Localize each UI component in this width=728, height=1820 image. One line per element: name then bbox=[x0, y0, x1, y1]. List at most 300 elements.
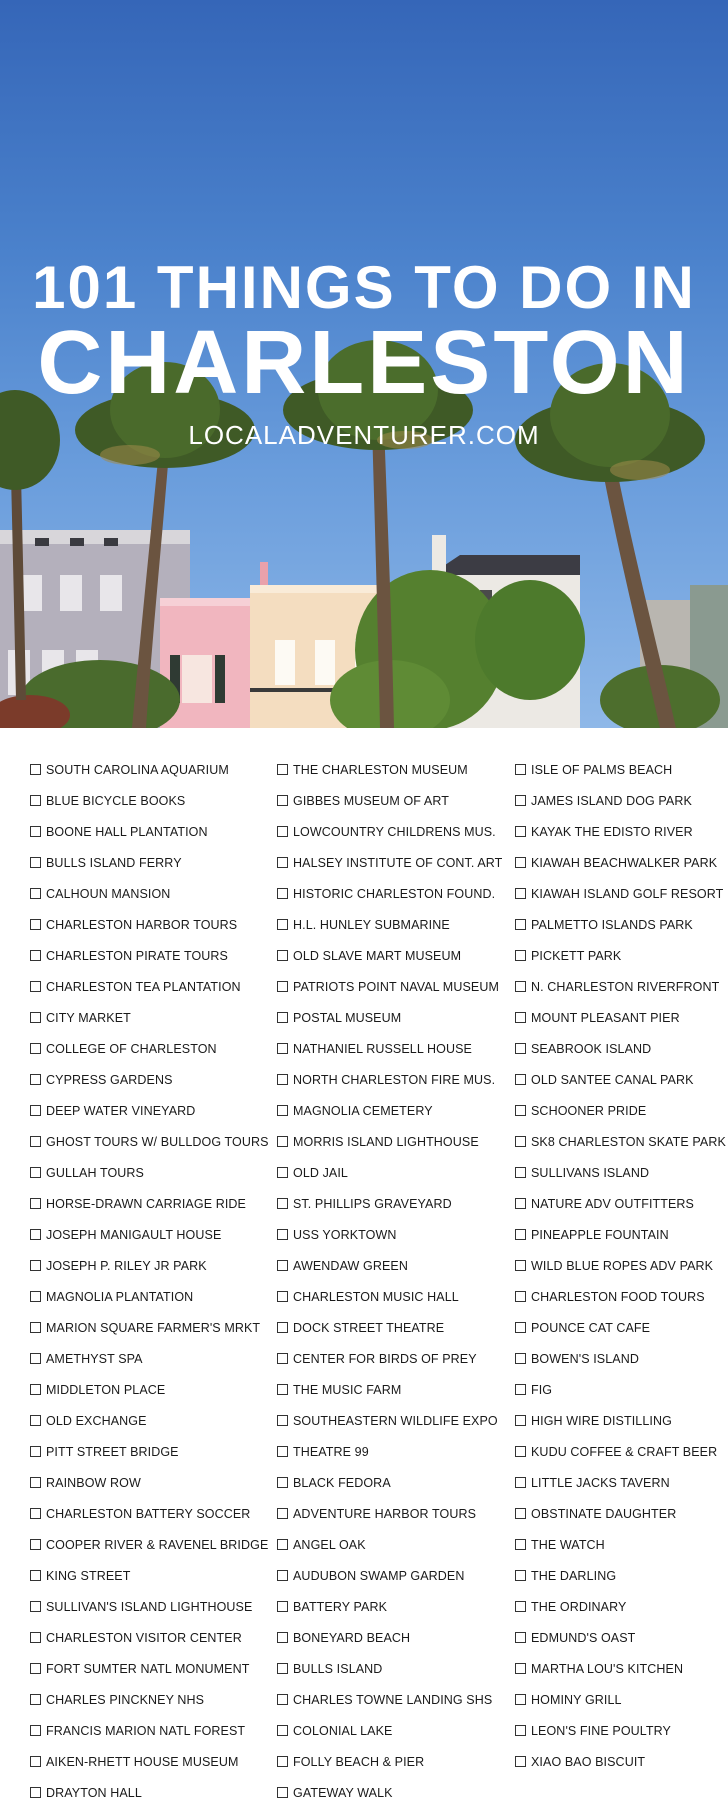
checklist-item-label: HISTORIC CHARLESTON FOUND. bbox=[293, 886, 496, 901]
checklist-item-label: LOWCOUNTRY CHILDRENS MUS. bbox=[293, 824, 496, 839]
checklist-item-label: PICKETT PARK bbox=[531, 948, 622, 963]
checkbox[interactable] bbox=[277, 1353, 288, 1364]
checkbox[interactable] bbox=[277, 1322, 288, 1333]
checklist-item[interactable] bbox=[277, 1126, 502, 1157]
checklist-item-label: SK8 CHARLESTON SKATE PARK bbox=[531, 1134, 726, 1149]
checkbox[interactable] bbox=[30, 1756, 41, 1767]
checkbox[interactable] bbox=[30, 1446, 41, 1457]
checkbox[interactable] bbox=[277, 1043, 288, 1054]
checkbox[interactable] bbox=[515, 1322, 526, 1333]
checklist-item-label: AWENDAW GREEN bbox=[293, 1258, 408, 1273]
checklist-item-label: SCHOONER PRIDE bbox=[531, 1103, 647, 1118]
hero-title-line-1: 101 THINGS TO DO IN bbox=[32, 254, 696, 321]
checklist-item-label: HOMINY GRILL bbox=[531, 1692, 622, 1707]
checklist-item[interactable] bbox=[277, 1653, 502, 1684]
checklist-item-label: BLACK FEDORA bbox=[293, 1475, 391, 1490]
checkbox[interactable] bbox=[277, 1229, 288, 1240]
checkbox[interactable] bbox=[30, 950, 41, 961]
checklist-item[interactable] bbox=[30, 1002, 269, 1033]
checkbox[interactable] bbox=[277, 1725, 288, 1736]
checklist-item-label: CITY MARKET bbox=[46, 1010, 131, 1025]
checklist-item[interactable] bbox=[277, 1560, 502, 1591]
checklist-item-label: N. CHARLESTON RIVERFRONT bbox=[531, 979, 720, 994]
checklist-item[interactable] bbox=[515, 971, 726, 1002]
checklist-item-label: CHARLESTON TEA PLANTATION bbox=[46, 979, 241, 994]
checklist-item-label: OLD SLAVE MART MUSEUM bbox=[293, 948, 462, 963]
checkbox[interactable] bbox=[515, 1632, 526, 1643]
checklist-item[interactable] bbox=[277, 971, 502, 1002]
checklist-item-label: THE WATCH bbox=[531, 1537, 605, 1552]
checklist-item[interactable] bbox=[515, 1746, 726, 1777]
checklist-item[interactable] bbox=[30, 1498, 269, 1529]
checklist-item-label: SULLIVANS ISLAND bbox=[531, 1165, 650, 1180]
checkbox[interactable] bbox=[30, 1260, 41, 1271]
checklist-item-label: THE DARLING bbox=[531, 1568, 617, 1583]
checklist-item-label: PINEAPPLE FOUNTAIN bbox=[531, 1227, 669, 1242]
checkbox[interactable] bbox=[515, 1508, 526, 1519]
checklist-item[interactable] bbox=[277, 1095, 502, 1126]
checklist-item-label: BULLS ISLAND bbox=[293, 1661, 383, 1676]
checklist-item[interactable] bbox=[277, 1467, 502, 1498]
checkbox[interactable] bbox=[277, 1384, 288, 1395]
checklist-item-label: BOWEN'S ISLAND bbox=[531, 1351, 639, 1366]
checklist-item[interactable] bbox=[515, 1188, 726, 1219]
checkbox[interactable] bbox=[515, 1353, 526, 1364]
checklist-item-label: SEABROOK ISLAND bbox=[531, 1041, 652, 1056]
checklist-item[interactable] bbox=[30, 1126, 269, 1157]
checkbox[interactable] bbox=[515, 1012, 526, 1023]
checklist-item-label: SULLIVAN'S ISLAND LIGHTHOUSE bbox=[46, 1599, 253, 1614]
checklist-item-label: AIKEN-RHETT HOUSE MUSEUM bbox=[46, 1754, 239, 1769]
checklist-item[interactable] bbox=[515, 847, 726, 878]
checklist-item[interactable] bbox=[277, 1002, 502, 1033]
checklist-column-1 bbox=[30, 754, 269, 1808]
checklist-item[interactable] bbox=[515, 1529, 726, 1560]
checklist-item[interactable] bbox=[277, 940, 502, 971]
checkbox[interactable] bbox=[515, 1291, 526, 1302]
checklist-item-label: EDMUND'S OAST bbox=[531, 1630, 636, 1645]
checkbox[interactable] bbox=[515, 1198, 526, 1209]
checklist-item[interactable] bbox=[277, 1405, 502, 1436]
checklist-item[interactable] bbox=[30, 1467, 269, 1498]
checklist-item[interactable] bbox=[30, 1405, 269, 1436]
checklist-item-label: BOONE HALL PLANTATION bbox=[46, 824, 208, 839]
checkbox[interactable] bbox=[515, 1570, 526, 1581]
checklist-item[interactable] bbox=[277, 816, 502, 847]
checklist-item[interactable] bbox=[277, 1591, 502, 1622]
checklist-item-label: CYPRESS GARDENS bbox=[46, 1072, 173, 1087]
checkbox[interactable] bbox=[30, 1508, 41, 1519]
checklist-item[interactable] bbox=[515, 1405, 726, 1436]
checklist-item[interactable] bbox=[277, 1529, 502, 1560]
checklist-item[interactable] bbox=[515, 1033, 726, 1064]
checkbox[interactable] bbox=[515, 1446, 526, 1457]
checklist-item[interactable] bbox=[515, 1653, 726, 1684]
checkbox[interactable] bbox=[30, 1105, 41, 1116]
checklist-item-label: USS YORKTOWN bbox=[293, 1227, 397, 1242]
checkbox[interactable] bbox=[277, 888, 288, 899]
checkbox[interactable] bbox=[277, 1539, 288, 1550]
checklist-item[interactable] bbox=[277, 847, 502, 878]
checkbox[interactable] bbox=[30, 888, 41, 899]
checklist-item[interactable] bbox=[277, 785, 502, 816]
checklist-item[interactable] bbox=[515, 816, 726, 847]
checklist-item-label: CHARLESTON FOOD TOURS bbox=[531, 1289, 705, 1304]
checkbox[interactable] bbox=[30, 1415, 41, 1426]
checklist-item-label: COOPER RIVER & RAVENEL BRIDGE bbox=[46, 1537, 269, 1552]
checkbox[interactable] bbox=[30, 1167, 41, 1178]
checklist-column-2 bbox=[277, 754, 502, 1808]
checkbox[interactable] bbox=[277, 1787, 288, 1798]
checklist-item-label: AUDUBON SWAMP GARDEN bbox=[293, 1568, 465, 1583]
checklist-item-label: OBSTINATE DAUGHTER bbox=[531, 1506, 677, 1521]
checklist-item[interactable] bbox=[30, 1777, 269, 1808]
checkbox[interactable] bbox=[277, 919, 288, 930]
checklist-item-label: ST. PHILLIPS GRAVEYARD bbox=[293, 1196, 452, 1211]
checklist-item-label: MARION SQUARE FARMER'S MRKT bbox=[46, 1320, 261, 1335]
checklist-item[interactable] bbox=[30, 1312, 269, 1343]
checklist-item[interactable] bbox=[30, 1219, 269, 1250]
checklist-item[interactable] bbox=[515, 1684, 726, 1715]
checklist-item[interactable] bbox=[30, 1188, 269, 1219]
checklist-item-label: OLD SANTEE CANAL PARK bbox=[531, 1072, 694, 1087]
checklist-item[interactable] bbox=[30, 1560, 269, 1591]
checkbox[interactable] bbox=[515, 1105, 526, 1116]
checklist-item[interactable] bbox=[30, 1622, 269, 1653]
checklist-item-label: BLUE BICYCLE BOOKS bbox=[46, 793, 186, 808]
checklist-item[interactable] bbox=[30, 1684, 269, 1715]
checklist-item[interactable] bbox=[515, 1157, 726, 1188]
checklist-item-label: CHARLESTON HARBOR TOURS bbox=[46, 917, 238, 932]
checkbox[interactable] bbox=[30, 919, 41, 930]
checklist-item[interactable] bbox=[515, 1591, 726, 1622]
checklist-item[interactable] bbox=[277, 1157, 502, 1188]
checkbox[interactable] bbox=[515, 981, 526, 992]
checklist-item-label: NORTH CHARLESTON FIRE MUS. bbox=[293, 1072, 496, 1087]
checklist-item-label: THE ORDINARY bbox=[531, 1599, 627, 1614]
checklist-item-label: LEON'S FINE POULTRY bbox=[531, 1723, 671, 1738]
checklist-item-label: CHARLES PINCKNEY NHS bbox=[46, 1692, 205, 1707]
checklist-item[interactable] bbox=[277, 1436, 502, 1467]
checkbox[interactable] bbox=[277, 857, 288, 868]
checkbox[interactable] bbox=[515, 1167, 526, 1178]
checkbox[interactable] bbox=[277, 981, 288, 992]
checkbox[interactable] bbox=[30, 1074, 41, 1085]
checklist-item-label: THE CHARLESTON MUSEUM bbox=[293, 762, 468, 777]
checkbox[interactable] bbox=[30, 1539, 41, 1550]
checklist-item-label: CHARLESTON MUSIC HALL bbox=[293, 1289, 459, 1304]
checkbox[interactable] bbox=[515, 888, 526, 899]
checklist-item-label: LITTLE JACKS TAVERN bbox=[531, 1475, 670, 1490]
checklist-item[interactable] bbox=[515, 1467, 726, 1498]
checklist-item[interactable] bbox=[30, 754, 269, 785]
checklist-item-label: HIGH WIRE DISTILLING bbox=[531, 1413, 672, 1428]
checklist-item[interactable] bbox=[30, 1653, 269, 1684]
checklist-item[interactable] bbox=[515, 1126, 726, 1157]
checklist-item[interactable] bbox=[30, 1343, 269, 1374]
checklist-item[interactable] bbox=[277, 878, 502, 909]
checklist-item-label: PALMETTO ISLANDS PARK bbox=[531, 917, 693, 932]
checklist-item[interactable] bbox=[515, 1312, 726, 1343]
checkbox[interactable] bbox=[515, 1043, 526, 1054]
checklist-item[interactable] bbox=[277, 1281, 502, 1312]
checklist-item[interactable] bbox=[515, 1002, 726, 1033]
checklist-item-label: WILD BLUE ROPES ADV PARK bbox=[531, 1258, 714, 1273]
checklist-item-label: KAYAK THE EDISTO RIVER bbox=[531, 824, 693, 839]
checkbox[interactable] bbox=[277, 1632, 288, 1643]
checkbox[interactable] bbox=[277, 1074, 288, 1085]
checklist-item-label: HALSEY INSTITUTE OF CONT. ART bbox=[293, 855, 503, 870]
checklist-item-label: MORRIS ISLAND LIGHTHOUSE bbox=[293, 1134, 479, 1149]
checklist-item-label: NATHANIEL RUSSELL HOUSE bbox=[293, 1041, 472, 1056]
checkbox[interactable] bbox=[515, 764, 526, 775]
checklist-item[interactable] bbox=[30, 909, 269, 940]
checklist-item[interactable] bbox=[277, 1777, 502, 1808]
site-url: LOCALADVENTURER.COM bbox=[188, 420, 540, 450]
checkbox[interactable] bbox=[277, 826, 288, 837]
checkbox[interactable] bbox=[30, 1632, 41, 1643]
checklist-item[interactable] bbox=[30, 1250, 269, 1281]
checklist-item-label: MAGNOLIA CEMETERY bbox=[293, 1103, 433, 1118]
checkbox[interactable] bbox=[30, 1198, 41, 1209]
checklist-item[interactable] bbox=[30, 1746, 269, 1777]
checkbox[interactable] bbox=[277, 1601, 288, 1612]
checkbox[interactable] bbox=[277, 1756, 288, 1767]
checkbox[interactable] bbox=[30, 764, 41, 775]
checkbox[interactable] bbox=[30, 1570, 41, 1581]
checkbox[interactable] bbox=[30, 1043, 41, 1054]
checklist-item-label: JAMES ISLAND DOG PARK bbox=[531, 793, 692, 808]
checkbox[interactable] bbox=[277, 764, 288, 775]
checklist-item[interactable] bbox=[30, 1064, 269, 1095]
checklist-item[interactable] bbox=[30, 1157, 269, 1188]
checklist-item-label: SOUTH CAROLINA AQUARIUM bbox=[46, 762, 229, 777]
checklist-item[interactable] bbox=[515, 1436, 726, 1467]
checkbox[interactable] bbox=[515, 1477, 526, 1488]
checklist-item-label: KIAWAH ISLAND GOLF RESORT bbox=[531, 886, 724, 901]
checklist-item-label: GIBBES MUSEUM OF ART bbox=[293, 793, 449, 808]
checklist-item[interactable] bbox=[277, 1033, 502, 1064]
checklist-item-label: PITT STREET BRIDGE bbox=[46, 1444, 179, 1459]
checklist-item-label: JOSEPH MANIGAULT HOUSE bbox=[46, 1227, 222, 1242]
checklist-item[interactable] bbox=[515, 1498, 726, 1529]
checkbox[interactable] bbox=[30, 1663, 41, 1674]
checklist-item[interactable] bbox=[515, 909, 726, 940]
checkbox[interactable] bbox=[30, 857, 41, 868]
checklist-item[interactable] bbox=[30, 1529, 269, 1560]
checkbox[interactable] bbox=[30, 1353, 41, 1364]
checklist-item[interactable] bbox=[277, 1498, 502, 1529]
checklist-item[interactable] bbox=[515, 1250, 726, 1281]
checklist-item-label: CHARLESTON VISITOR CENTER bbox=[46, 1630, 242, 1645]
checklist-item-label: DEEP WATER VINEYARD bbox=[46, 1103, 196, 1118]
checklist-item-label: XIAO BAO BISCUIT bbox=[531, 1754, 646, 1769]
checklist-item[interactable] bbox=[30, 971, 269, 1002]
checkbox[interactable] bbox=[30, 1012, 41, 1023]
checklist-item[interactable] bbox=[277, 1374, 502, 1405]
checklist-item[interactable] bbox=[30, 1715, 269, 1746]
checklist-item-label: COLLEGE OF CHARLESTON bbox=[46, 1041, 217, 1056]
checkbox[interactable] bbox=[277, 1570, 288, 1581]
checklist-item-label: GHOST TOURS W/ BULLDOG TOURS bbox=[46, 1134, 269, 1149]
checkbox[interactable] bbox=[515, 1384, 526, 1395]
checklist-item[interactable] bbox=[30, 940, 269, 971]
checklist-item-label: NATURE ADV OUTFITTERS bbox=[531, 1196, 694, 1211]
checklist-item-label: SOUTHEASTERN WILDLIFE EXPO bbox=[293, 1413, 498, 1428]
checkbox[interactable] bbox=[30, 1694, 41, 1705]
checkbox[interactable] bbox=[30, 795, 41, 806]
checkbox[interactable] bbox=[30, 1384, 41, 1395]
checkbox[interactable] bbox=[277, 1446, 288, 1457]
checklist-item[interactable] bbox=[277, 1343, 502, 1374]
checklist bbox=[0, 728, 728, 1820]
checklist-item-label: HORSE-DRAWN CARRIAGE RIDE bbox=[46, 1196, 246, 1211]
checklist-item-label: OLD JAIL bbox=[293, 1165, 348, 1180]
checklist-item-label: OLD EXCHANGE bbox=[46, 1413, 147, 1428]
checklist-item[interactable] bbox=[30, 1281, 269, 1312]
checklist-item-label: CENTER FOR BIRDS OF PREY bbox=[293, 1351, 477, 1366]
checklist-item[interactable] bbox=[30, 1033, 269, 1064]
checklist-item[interactable] bbox=[277, 909, 502, 940]
checklist-item[interactable] bbox=[30, 785, 269, 816]
checklist-item[interactable] bbox=[30, 816, 269, 847]
checkbox[interactable] bbox=[30, 826, 41, 837]
checkbox[interactable] bbox=[515, 919, 526, 930]
checkbox[interactable] bbox=[277, 1105, 288, 1116]
checklist-item[interactable] bbox=[30, 1374, 269, 1405]
checkbox[interactable] bbox=[30, 1787, 41, 1798]
checklist-item-label: DRAYTON HALL bbox=[46, 1785, 142, 1800]
checkbox[interactable] bbox=[277, 1012, 288, 1023]
checklist-item-label: KIAWAH BEACHWALKER PARK bbox=[531, 855, 718, 870]
checklist-item-label: FOLLY BEACH & PIER bbox=[293, 1754, 425, 1769]
checkbox[interactable] bbox=[515, 1136, 526, 1147]
checklist-item-label: POSTAL MUSEUM bbox=[293, 1010, 402, 1025]
checklist-item[interactable] bbox=[30, 1436, 269, 1467]
checkbox[interactable] bbox=[30, 1229, 41, 1240]
checklist-item[interactable] bbox=[515, 1622, 726, 1653]
checklist-item[interactable] bbox=[515, 940, 726, 971]
checklist-item[interactable] bbox=[515, 1560, 726, 1591]
checkbox[interactable] bbox=[515, 1663, 526, 1674]
checkbox[interactable] bbox=[30, 1322, 41, 1333]
checklist-item-label: CHARLESTON PIRATE TOURS bbox=[46, 948, 228, 963]
checkbox[interactable] bbox=[515, 1694, 526, 1705]
checklist-item-label: RAINBOW ROW bbox=[46, 1475, 141, 1490]
hero-photo bbox=[0, 0, 728, 728]
checkbox[interactable] bbox=[277, 1508, 288, 1519]
checklist-item[interactable] bbox=[277, 1064, 502, 1095]
checklist-item[interactable] bbox=[30, 847, 269, 878]
checklist-item-label: COLONIAL LAKE bbox=[293, 1723, 393, 1738]
checkbox[interactable] bbox=[277, 950, 288, 961]
checkbox[interactable] bbox=[515, 1260, 526, 1271]
checkbox[interactable] bbox=[30, 1136, 41, 1147]
checkbox[interactable] bbox=[515, 857, 526, 868]
checkbox[interactable] bbox=[277, 1198, 288, 1209]
checkbox[interactable] bbox=[515, 1415, 526, 1426]
checklist-item[interactable] bbox=[277, 1188, 502, 1219]
checklist-item-label: MAGNOLIA PLANTATION bbox=[46, 1289, 194, 1304]
checklist-item-label: GATEWAY WALK bbox=[293, 1785, 393, 1800]
checklist-item-label: CHARLES TOWNE LANDING SHS bbox=[293, 1692, 493, 1707]
checklist-item-label: MOUNT PLEASANT PIER bbox=[531, 1010, 680, 1025]
checklist-item[interactable] bbox=[515, 1374, 726, 1405]
checklist-item-label: THE MUSIC FARM bbox=[293, 1382, 402, 1397]
checklist-item[interactable] bbox=[277, 1250, 502, 1281]
checklist-item[interactable] bbox=[515, 785, 726, 816]
checklist-item-label: CHARLESTON BATTERY SOCCER bbox=[46, 1506, 251, 1521]
checkbox[interactable] bbox=[515, 1725, 526, 1736]
checkbox[interactable] bbox=[515, 1601, 526, 1612]
checklist-item[interactable] bbox=[515, 1281, 726, 1312]
checklist-item-label: CALHOUN MANSION bbox=[46, 886, 171, 901]
checklist-item[interactable] bbox=[277, 1622, 502, 1653]
checklist-item[interactable] bbox=[515, 1219, 726, 1250]
checkbox[interactable] bbox=[277, 1136, 288, 1147]
checkbox[interactable] bbox=[515, 826, 526, 837]
checklist-item[interactable] bbox=[515, 878, 726, 909]
checkbox[interactable] bbox=[277, 1477, 288, 1488]
checklist-item[interactable] bbox=[515, 754, 726, 785]
checklist-item[interactable] bbox=[515, 1343, 726, 1374]
checklist-item[interactable] bbox=[277, 1746, 502, 1777]
checkbox[interactable] bbox=[277, 1260, 288, 1271]
checklist-item-label: KUDU COFFEE & CRAFT BEER bbox=[531, 1444, 718, 1459]
checkbox[interactable] bbox=[515, 795, 526, 806]
checkbox[interactable] bbox=[277, 795, 288, 806]
checklist-item[interactable] bbox=[277, 1219, 502, 1250]
checkbox[interactable] bbox=[30, 981, 41, 992]
checkbox[interactable] bbox=[277, 1291, 288, 1302]
checklist-item[interactable] bbox=[277, 1715, 502, 1746]
checklist-item-label: ADVENTURE HARBOR TOURS bbox=[293, 1506, 477, 1521]
checkbox[interactable] bbox=[515, 1229, 526, 1240]
checkbox[interactable] bbox=[515, 950, 526, 961]
checklist-item-label: JOSEPH P. RILEY JR PARK bbox=[46, 1258, 207, 1273]
checkbox[interactable] bbox=[277, 1415, 288, 1426]
checklist-item-label: MARTHA LOU'S KITCHEN bbox=[531, 1661, 684, 1676]
checkbox[interactable] bbox=[30, 1601, 41, 1612]
checkbox[interactable] bbox=[30, 1291, 41, 1302]
checklist-item[interactable] bbox=[515, 1064, 726, 1095]
checklist-item-label: MIDDLETON PLACE bbox=[46, 1382, 166, 1397]
checklist-item-label: FRANCIS MARION NATL FOREST bbox=[46, 1723, 246, 1738]
checklist-item-label: AMETHYST SPA bbox=[46, 1351, 143, 1366]
checklist-item-label: PATRIOTS POINT NAVAL MUSEUM bbox=[293, 979, 499, 994]
checkbox[interactable] bbox=[277, 1167, 288, 1178]
checkbox[interactable] bbox=[277, 1663, 288, 1674]
checklist-item[interactable] bbox=[515, 1715, 726, 1746]
checklist-item[interactable] bbox=[30, 1591, 269, 1622]
checkbox[interactable] bbox=[515, 1074, 526, 1085]
checklist-item[interactable] bbox=[277, 754, 502, 785]
checklist-item-label: H.L. HUNLEY SUBMARINE bbox=[293, 917, 450, 932]
checklist-item[interactable] bbox=[30, 878, 269, 909]
checkbox[interactable] bbox=[30, 1725, 41, 1736]
checklist-item-label: KING STREET bbox=[46, 1568, 131, 1583]
checkbox[interactable] bbox=[515, 1539, 526, 1550]
checklist-item-label: ISLE OF PALMS BEACH bbox=[531, 762, 673, 777]
checkbox[interactable] bbox=[515, 1756, 526, 1767]
checkbox[interactable] bbox=[30, 1477, 41, 1488]
checklist-item[interactable] bbox=[277, 1312, 502, 1343]
checkbox[interactable] bbox=[277, 1694, 288, 1705]
checklist-item[interactable] bbox=[30, 1095, 269, 1126]
checklist-item-label: GULLAH TOURS bbox=[46, 1165, 144, 1180]
checklist-item[interactable] bbox=[277, 1684, 502, 1715]
checklist-item[interactable] bbox=[515, 1095, 726, 1126]
